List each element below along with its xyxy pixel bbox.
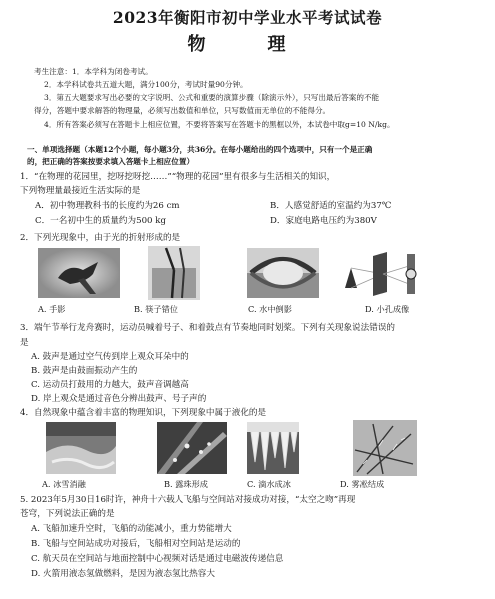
question-stem: 苍穹，下列说法正确的是 xyxy=(20,509,115,519)
image-caption: C. 滴水成冰 xyxy=(247,479,291,489)
subject-title: 物 理 xyxy=(187,34,308,55)
option-c: C．一名初中生的质量约为500 kg xyxy=(35,216,166,226)
question-stem: 3．端午节举行龙舟赛时，运动员喊着号子、和着鼓点有节奏地同时划桨。下列有关现象说法错误的 xyxy=(20,323,396,333)
option-d: D. 岸上观众是通过音色分辨出鼓声、号子声的 xyxy=(31,394,207,404)
option-c: C. 运动员打鼓用的力越大，鼓声音调越高 xyxy=(31,380,189,390)
image-caption: A. 手影 xyxy=(38,304,66,314)
question-stem: 下列物理量最接近生活实际的是 xyxy=(20,186,141,196)
option-d: D．家庭电路电压约为380V xyxy=(270,216,377,226)
section-heading: 的，把正确的答案按要求填入答题卡上相应位置） xyxy=(27,157,195,166)
image-caption: D. 小孔成像 xyxy=(365,304,410,314)
question-stem: 2．下列光现象中，由于光的折射形成的是 xyxy=(20,233,181,243)
option-b: B. 鼓声是由鼓面振动产生的 xyxy=(31,366,138,376)
question-stem: 是 xyxy=(20,338,29,348)
option-b: B. 飞船与空间站成功对接后，飞船相对空间站是运动的 xyxy=(31,539,241,549)
image-caption: D. 雾凇结成 xyxy=(340,479,385,489)
option-a: A．初中物理教科书的长度约为26 cm xyxy=(35,201,180,211)
note-line: 得分，答题中要求解答的物理量，必须写出数值和单位，只写数值而无单位的不能得分。 xyxy=(34,106,331,115)
image-caption: A. 冰雪消融 xyxy=(42,479,86,489)
section-heading: 一、单项选择题（本题12个小题，每小题3分，共36分。在每小题给出的四个选项中，只有一个是正确 xyxy=(27,145,373,154)
image-caption: B. 筷子错位 xyxy=(134,304,178,314)
note-line: 4．所有答案必须写在答题卡上相应位置，不要将答案写在答题卡的黑框以外，本试卷中取g=10 N/kg。 xyxy=(44,120,395,129)
chopsticks-in-water-image xyxy=(148,246,200,300)
option-a: A. 鼓声是通过空气传到岸上观众耳朵中的 xyxy=(31,352,189,362)
option-a: A. 飞船加速升空时，飞船的动能减小，重力势能增大 xyxy=(31,524,232,534)
question-stem: 4．自然现象中蕴含着丰富的物理知识，下列现象中属于液化的是 xyxy=(20,408,267,418)
exam-title: 2023年衡阳市初中学业水平考试试卷 xyxy=(112,8,383,27)
pinhole-image xyxy=(337,248,427,298)
shadow-puppet-image xyxy=(38,248,120,298)
option-c: C. 航天员在空间站与地面控制中心视频对话是通过电磁波传递信息 xyxy=(31,554,284,564)
dew-image xyxy=(157,422,227,474)
image-caption: C. 水中倒影 xyxy=(248,304,292,314)
note-line: 2．本学科试卷共五道大题，满分100分，考试时量90分钟。 xyxy=(44,80,248,89)
icicles-image xyxy=(247,422,299,474)
image-caption: B. 露珠形成 xyxy=(164,479,208,489)
rime-image xyxy=(353,420,417,476)
question-stem: 1．“在物理的花园里，挖呀挖呀挖……”“物理的花园”里有很多与生活相关的知识， xyxy=(20,172,336,182)
melting-ice-image xyxy=(46,422,116,474)
note-line: 3．第五大题要求写出必要的文字说明、公式和重要的演算步骤（除演示外），只写出最后答案的不能 xyxy=(44,93,380,102)
option-d: D. 火箭用液态氢做燃料，是因为液态氢比热容大 xyxy=(31,569,215,579)
question-stem: 5. 2023年5月30日16时许，神舟十六载人飞船与空间站对接成功对接，“太空之吻”再现 xyxy=(20,495,356,505)
note-line: 考生注意：1．本学科为闭卷考试。 xyxy=(34,67,153,76)
reflection-image xyxy=(247,248,319,298)
option-b: B．人感觉舒适的室温约为37℃ xyxy=(270,201,392,211)
